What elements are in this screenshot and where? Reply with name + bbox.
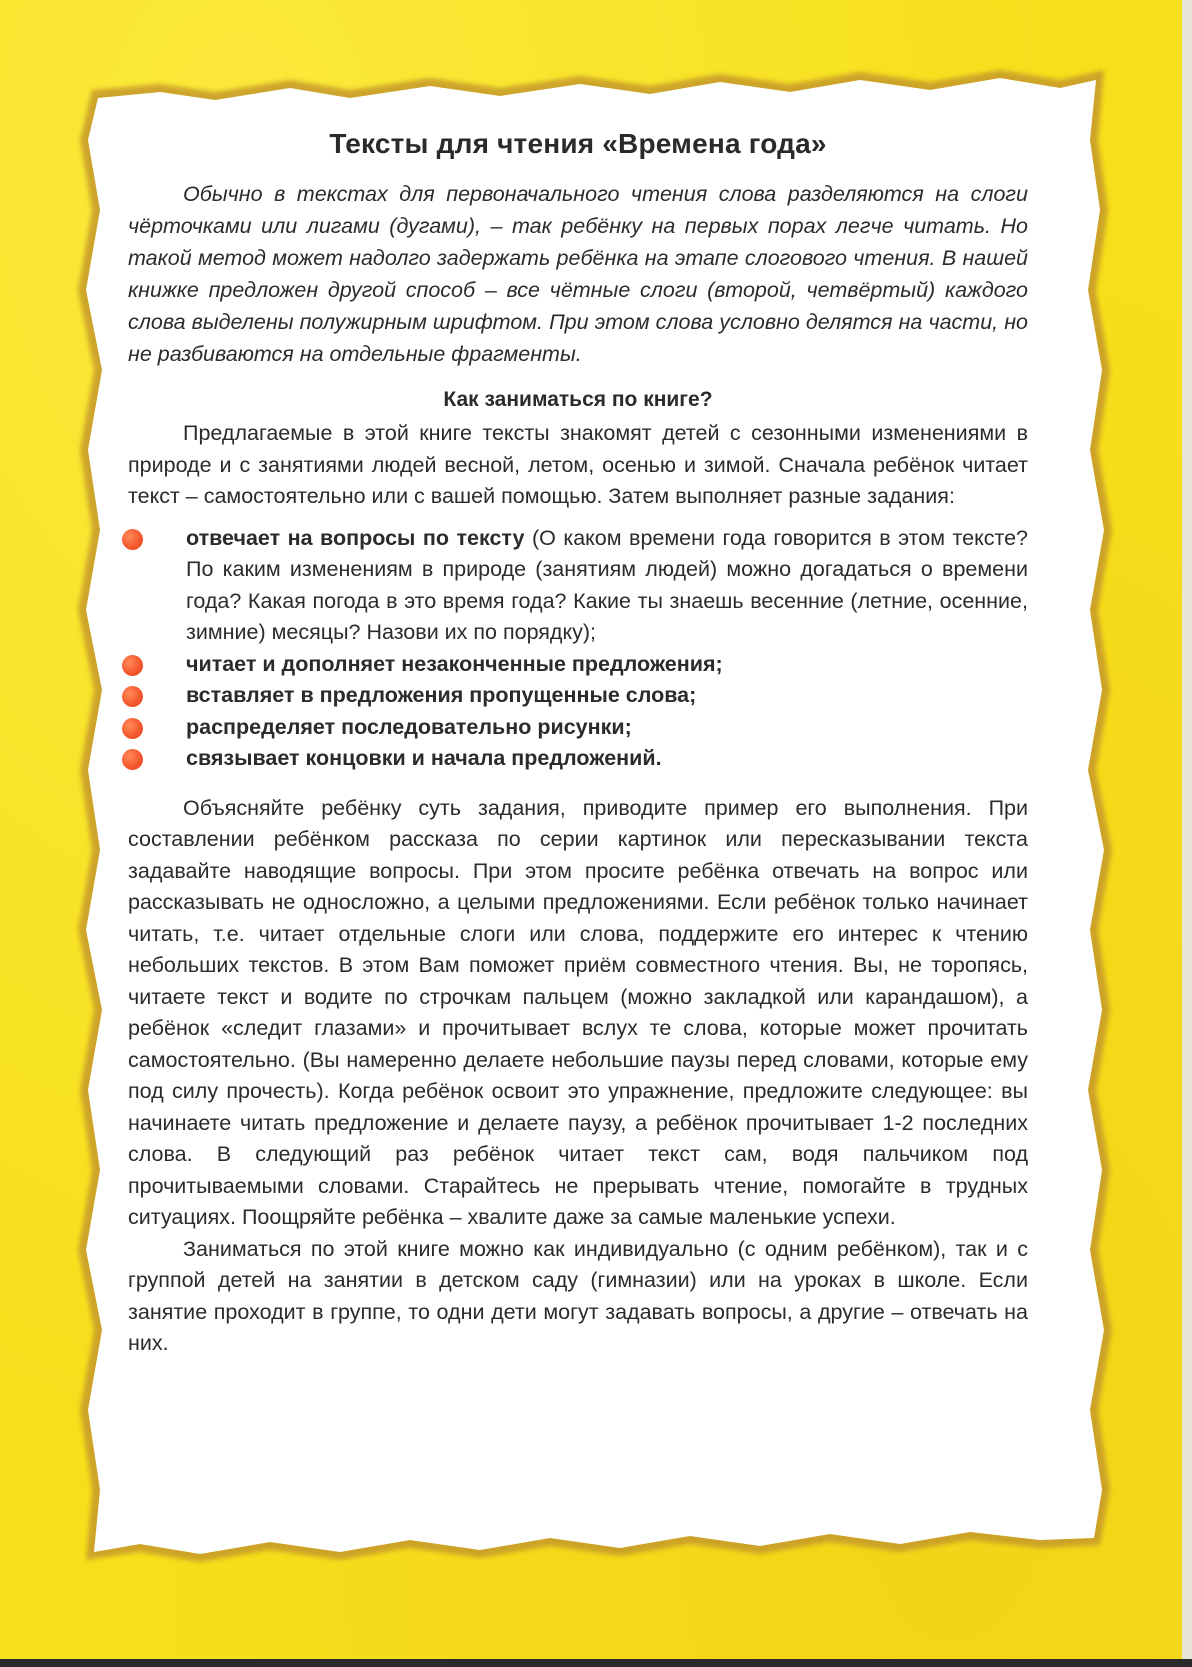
list-item-bold: связывает концовки и начала предложений. bbox=[186, 746, 662, 770]
paragraph-group-usage: Заниматься по этой книге можно как индивидуально (с одним ребёнком), так и с группой детей на занятии в детском саду (гимназии) или на уроках в школе. Если занятие проходит в группе, то одни дети могут задавать вопросы, а другие – отвечать на них. bbox=[128, 1236, 1028, 1355]
list-item-bold: читает и дополняет незаконченные предложения; bbox=[186, 651, 723, 676]
list-item bbox=[128, 649, 1028, 681]
paragraph-guidance: Объясняйте ребёнку суть задания, приводите пример его выполнения. При составлении ребёнком рассказа по серии картинок или пересказывании текста задавайте наводящие вопросы. При этом просите ребёнка отвечать на вопрос или рассказывать не односложно, а целыми предложениями. Если ребёнок только начинает читать, т.е. читает отдельные слоги или слова, поддержите его интерес к чтению небольших текстов. В этом Вам поможет приём совместного чтения. Вы, не торопясь, читаете текст и водите по строчкам пальцем (можно закладкой или карандашом), а ребёнок «следит глазами» и прочитывает вслух те слова, которые может прочитать самостоятельно. (Вы намеренно делаете небольшие паузы перед словами, которые ему под силу прочесть). Когда ребёнок освоит это упражнение, предложите следующее: вы начинаете читать предложение и делаете паузу, а ребёнок прочитывает 1-2 последних слова. В следующий раз ребёнок читает текст сам, водя пальчиком под прочитываемыми словами. Старайтесь не прерывать чтение, помогайте в трудных ситуациях. Поощряйте ребёнка – хвалите даже за самые маленькие успехи. bbox=[128, 795, 1028, 1229]
list-item bbox=[128, 523, 1028, 649]
document-content bbox=[128, 118, 1028, 1360]
paragraph-tasks-intro: Предлагаемые в этой книге тексты знакомят детей с сезонными изменениями в природе и с занятиями людей весной, летом, осенью и зимой. Сначала ребёнок читает текст – самостоятельно или с вашей помощью. Затем выполняет разные задания: bbox=[128, 421, 1028, 508]
list-item-bold: отвечает на вопросы по тексту bbox=[186, 525, 525, 550]
task-list bbox=[128, 523, 1028, 775]
page-edge-strip bbox=[1182, 0, 1192, 1667]
section-heading: Как заниматься по книге? bbox=[443, 388, 713, 411]
page-bottom-edge bbox=[0, 1659, 1192, 1667]
list-item bbox=[128, 743, 1028, 775]
list-item bbox=[128, 680, 1028, 712]
list-item-text: (О каком времени года говорится в этом тексте? По каким изменениям в природе (занятиям людей) можно догадаться о времени года? Какая погода в это время года? Какие ты знаешь весенние (летние, осенние, зимние) месяцы? Назови их по порядку); bbox=[186, 525, 1028, 644]
list-item bbox=[128, 712, 1028, 744]
bullet-dot-icon bbox=[122, 686, 143, 707]
intro-paragraph: Обычно в текстах для первоначального чтения слова разделяются на слоги чёрточками или лигами (дугами), – так ребёнку на первых порах легче читать. Но такой метод может надолго задержать ребёнка на этапе слогового чтения. В нашей книжке предложен другой способ – все чётные слоги (второй, четвёртый) каждого слова выделены полужирным шрифтом. При этом слова условно делятся на части, но не разбиваются на отдельные фрагменты. bbox=[128, 182, 1028, 366]
bullet-dot-icon bbox=[122, 655, 143, 676]
bullet-dot-icon bbox=[122, 718, 143, 739]
bullet-dot-icon bbox=[122, 749, 143, 770]
list-item-bold: вставляет в предложения пропущенные слова; bbox=[186, 683, 697, 707]
bullet-dot-icon bbox=[122, 529, 143, 550]
list-item-bold: распределяет последовательно рисунки; bbox=[186, 714, 632, 739]
page-title: Тексты для чтения «Времена года» bbox=[329, 128, 827, 159]
